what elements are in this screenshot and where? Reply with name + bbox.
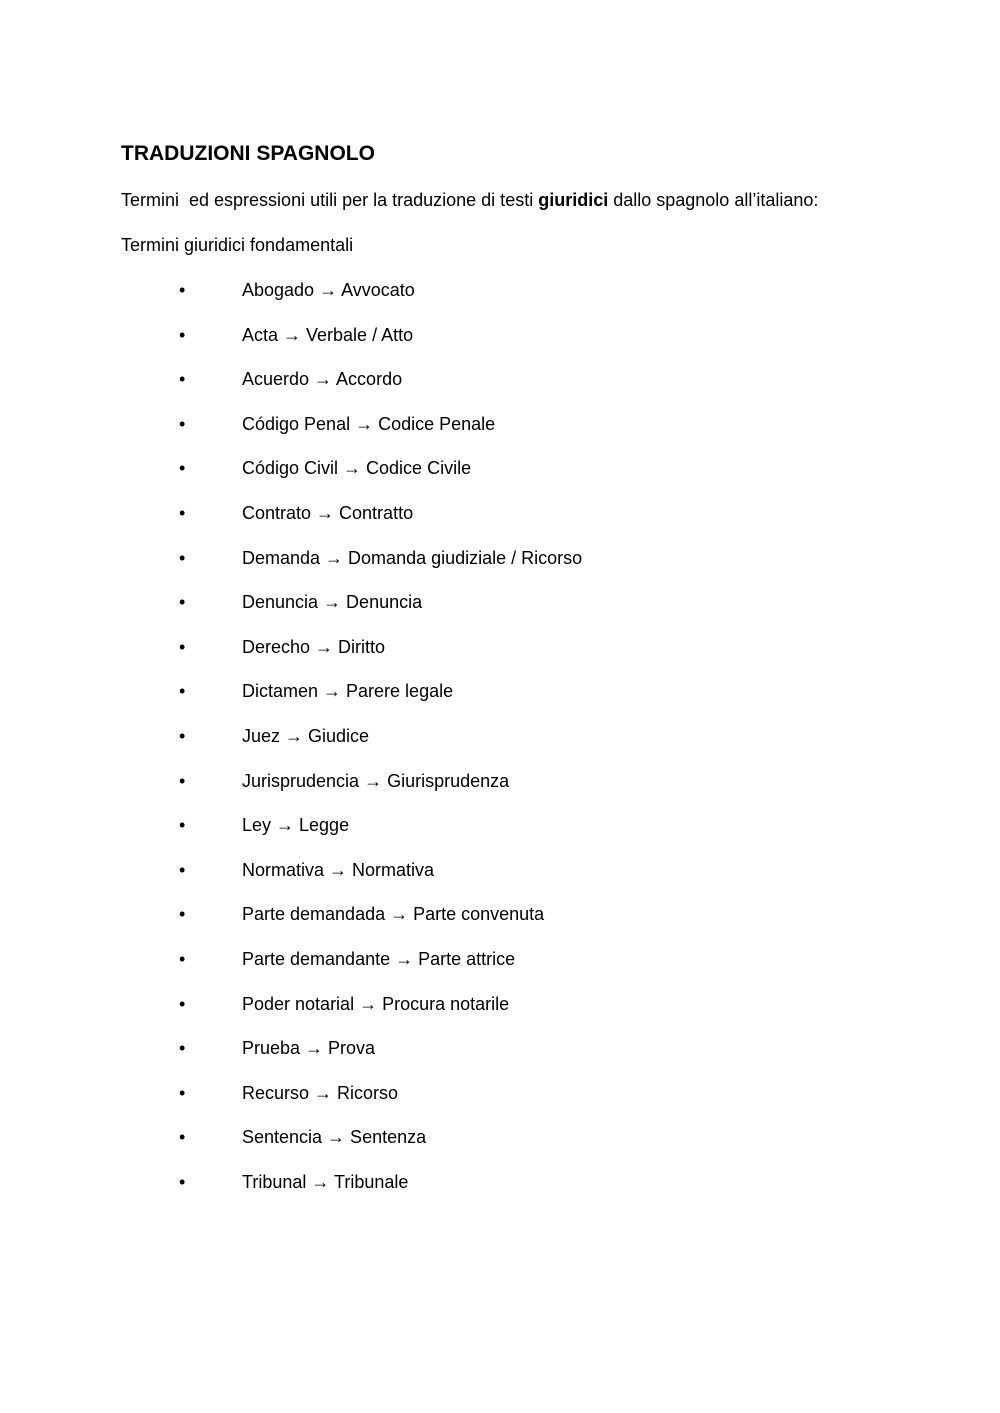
list-item [0,1171,1000,1216]
term-translation: Denuncia → Denuncia [242,592,423,613]
intro-bold-keyword: giuridici [538,190,609,210]
term-translation: Jurisprudencia → Giurisprudenza [242,770,510,791]
list-item [0,680,1000,725]
page-title: TRADUZIONI SPAGNOLO [121,142,375,165]
term-translation: Sentencia → Sentenza [242,1127,427,1148]
intro-paragraph [121,189,818,211]
term-translation: Parte demandante → Parte attrice [242,948,516,969]
list-item [0,591,1000,636]
list-item [0,725,1000,770]
list-item [0,859,1000,904]
intro-text-end: dallo spagnolo all’italiano: [608,190,819,210]
list-item [0,1037,1000,1082]
bullet-icon: • [179,324,186,345]
bullet-icon: • [179,815,186,836]
bullet-icon: • [179,1171,186,1192]
list-item [0,770,1000,815]
list-item [0,1082,1000,1127]
term-translation: Dictamen → Parere legale [242,681,454,702]
term-translation: Código Penal → Codice Penale [242,413,496,434]
term-translation: Ley → Legge [242,815,350,836]
term-translation: Juez → Giudice [242,725,370,746]
term-translation: Abogado → Avvocato [242,280,415,300]
term-translation: Demanda → Domanda giudiziale / Ricorso [242,547,583,568]
list-item [0,457,1000,502]
term-translation: Poder notarial → Procura notarile [242,993,510,1014]
list-item [0,324,1000,369]
list-item [0,1126,1000,1171]
bullet-icon: • [179,681,186,702]
bullet-icon: • [179,1038,186,1059]
bullet-icon: • [179,725,186,746]
term-translation: Acuerdo → Accordo [242,369,403,390]
term-translation: Contrato → Contratto [242,502,414,523]
section-subtitle: Termini giuridici fondamentali [121,235,354,255]
bullet-icon: • [179,948,186,969]
bullet-icon: • [179,413,186,434]
intro-text-start: Termini ed espressioni utili per la traduzione di testi [121,190,539,210]
bullet-icon: • [179,770,186,791]
bullet-icon: • [179,904,186,925]
term-translation: Recurso → Ricorso [242,1082,399,1103]
term-translation: Acta → Verbale / Atto [242,324,414,345]
bullet-icon: • [179,592,186,613]
bullet-icon: • [179,636,186,657]
term-list [0,279,1000,1215]
list-item [0,413,1000,458]
term-translation: Normativa → Normativa [242,859,435,880]
bullet-icon: • [179,859,186,880]
bullet-icon: • [179,369,186,390]
term-translation: Derecho → Diritto [242,636,386,657]
bullet-icon: • [179,547,186,568]
list-item [0,636,1000,681]
term-translation: Parte demandada → Parte convenuta [242,904,545,925]
list-item [0,547,1000,592]
bullet-icon: • [179,1082,186,1103]
list-item [0,368,1000,413]
bullet-icon: • [179,458,186,479]
bullet-icon: • [179,993,186,1014]
term-translation: Código Civil → Codice Civile [242,458,472,479]
list-item [0,993,1000,1038]
list-item [0,948,1000,993]
bullet-icon: • [179,1127,186,1148]
list-item [0,502,1000,547]
list-item [0,903,1000,948]
bullet-icon: • [179,280,186,300]
list-item [0,814,1000,859]
bullet-icon: • [179,502,186,523]
term-translation: Prueba → Prova [242,1038,376,1059]
list-item [0,279,1000,324]
term-translation: Tribunal → Tribunale [242,1171,409,1192]
